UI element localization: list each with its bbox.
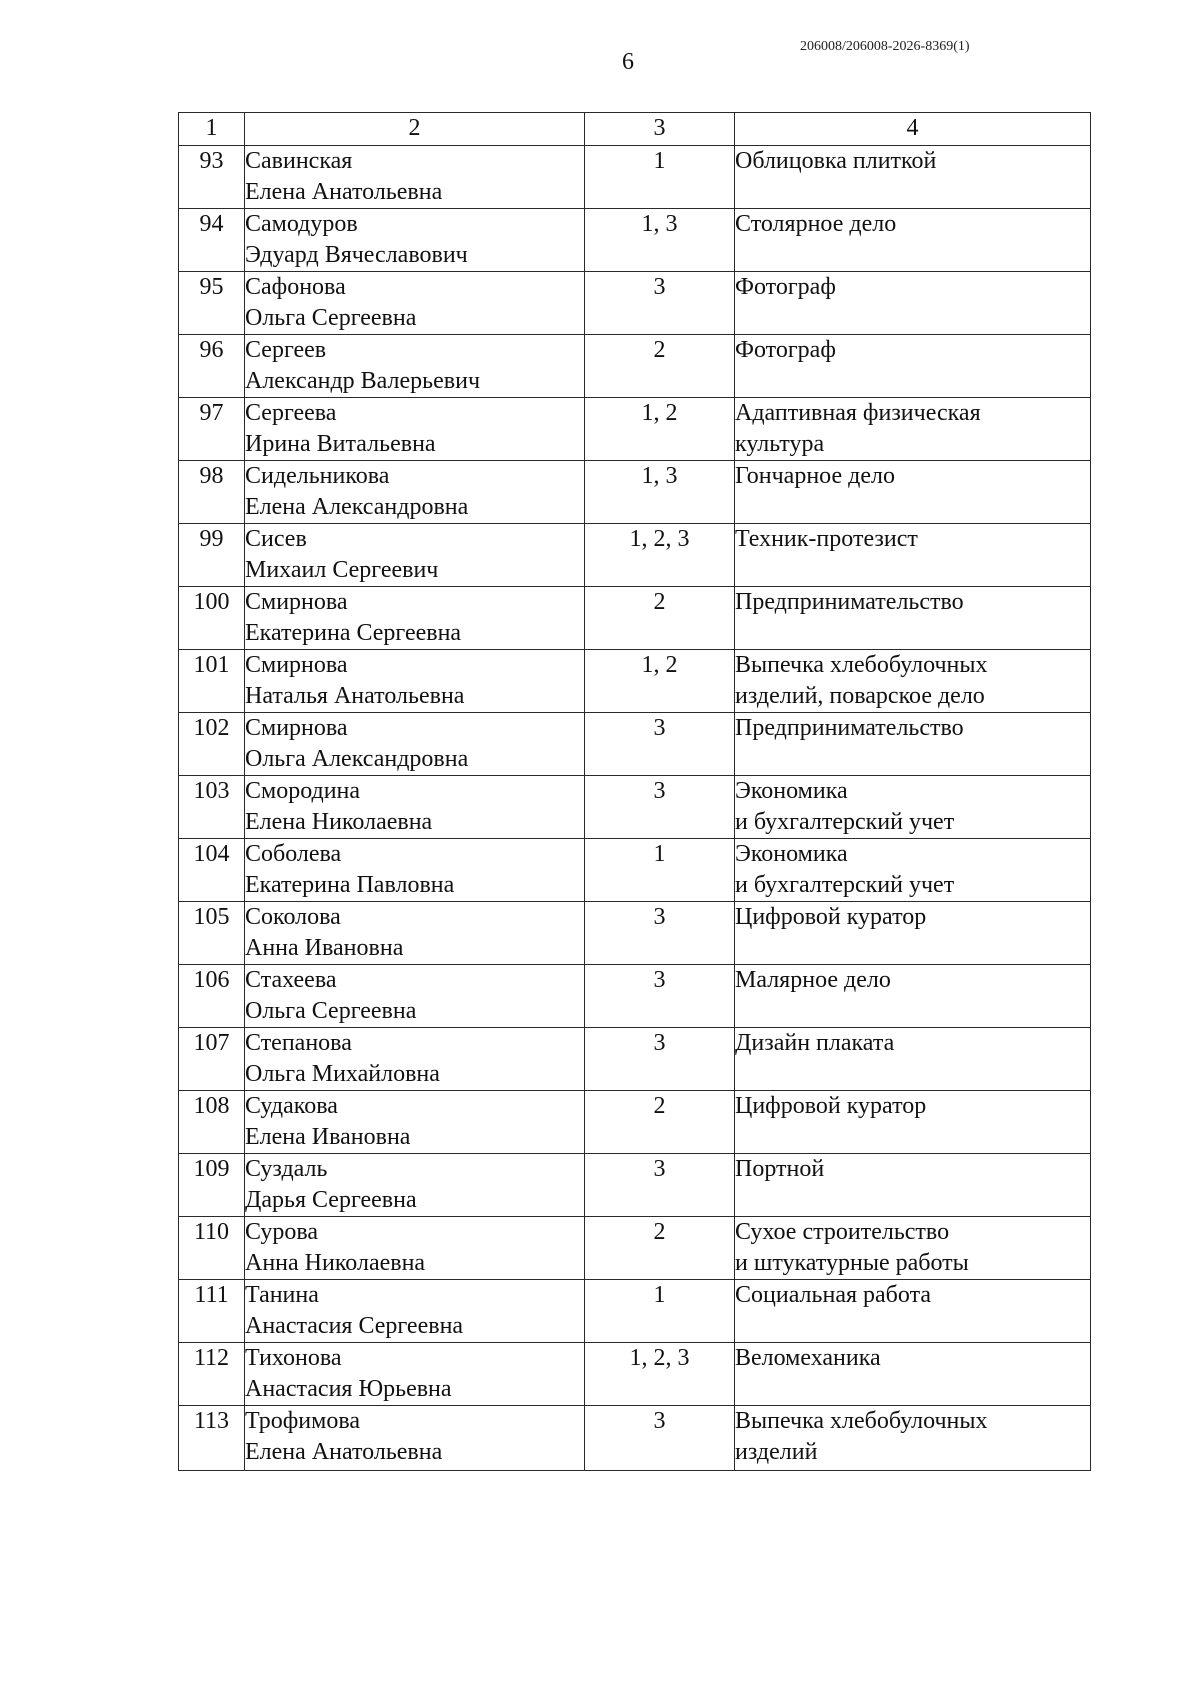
surname: Сисев — [245, 526, 307, 552]
full-name-cell — [245, 1280, 585, 1343]
table-row — [179, 398, 1091, 461]
row-number: 107 — [179, 1028, 245, 1091]
full-name-cell — [245, 272, 585, 335]
column-header-4: 4 — [735, 113, 1091, 146]
table-row — [179, 650, 1091, 713]
table-row — [179, 1406, 1091, 1471]
groups-cell: 3 — [585, 965, 735, 1028]
row-number: 109 — [179, 1154, 245, 1217]
specialty-cell — [735, 1406, 1091, 1471]
table-row — [179, 1217, 1091, 1280]
specialty-line-2: изделий — [735, 1439, 818, 1465]
full-name-cell — [245, 902, 585, 965]
specialty-line-1: Цифровой куратор — [735, 904, 927, 930]
table-row — [179, 839, 1091, 902]
specialty-cell — [735, 1028, 1091, 1091]
groups-cell: 1, 2 — [585, 650, 735, 713]
specialty-line-1: Веломеханика — [735, 1345, 881, 1371]
table-row — [179, 965, 1091, 1028]
specialty-line-1: Облицовка плиткой — [735, 148, 937, 174]
full-name-cell — [245, 587, 585, 650]
specialty-line-1: Выпечка хлебобулочных — [735, 1408, 988, 1434]
specialty-cell — [735, 713, 1091, 776]
specialty-line-1: Малярное дело — [735, 967, 891, 993]
full-name-cell — [245, 461, 585, 524]
full-name-cell — [245, 1406, 585, 1471]
surname: Сидельникова — [245, 463, 390, 489]
specialty-cell — [735, 902, 1091, 965]
surname: Смирнова — [245, 715, 348, 741]
given-names: Анна Николаевна — [245, 1250, 426, 1276]
surname: Судакова — [245, 1093, 338, 1119]
surname: Трофимова — [245, 1408, 360, 1434]
full-name-cell — [245, 146, 585, 209]
surname: Самодуров — [245, 211, 358, 237]
given-names: Ольга Александровна — [245, 746, 469, 772]
surname: Танина — [245, 1282, 319, 1308]
specialty-line-1: Техник-протезист — [735, 526, 918, 552]
given-names: Анна Ивановна — [245, 935, 404, 961]
groups-cell: 1 — [585, 1280, 735, 1343]
full-name-cell — [245, 839, 585, 902]
full-name-cell — [245, 650, 585, 713]
specialty-cell — [735, 1280, 1091, 1343]
specialty-line-2: культура — [735, 431, 825, 457]
row-number: 110 — [179, 1217, 245, 1280]
groups-cell: 1 — [585, 839, 735, 902]
given-names: Наталья Анатольевна — [245, 683, 465, 709]
specialty-line-1: Экономика — [735, 778, 848, 804]
specialty-line-1: Социальная работа — [735, 1282, 931, 1308]
specialty-cell — [735, 1343, 1091, 1406]
groups-cell: 3 — [585, 713, 735, 776]
specialty-line-1: Фотограф — [735, 337, 836, 363]
row-number: 94 — [179, 209, 245, 272]
surname: Соболева — [245, 841, 342, 867]
specialty-line-1: Цифровой куратор — [735, 1093, 927, 1119]
given-names: Ольга Сергеевна — [245, 998, 417, 1024]
specialty-line-1: Выпечка хлебобулочных — [735, 652, 988, 678]
surname: Тихонова — [245, 1345, 342, 1371]
groups-cell: 1, 2, 3 — [585, 1343, 735, 1406]
full-name-cell — [245, 1091, 585, 1154]
groups-cell: 1 — [585, 146, 735, 209]
column-header-1: 1 — [179, 113, 245, 146]
table-row — [179, 902, 1091, 965]
specialty-cell — [735, 461, 1091, 524]
table-row — [179, 524, 1091, 587]
row-number: 95 — [179, 272, 245, 335]
table-row — [179, 335, 1091, 398]
row-number: 104 — [179, 839, 245, 902]
table-row — [179, 1154, 1091, 1217]
full-name-cell — [245, 1028, 585, 1091]
row-number: 98 — [179, 461, 245, 524]
row-number: 106 — [179, 965, 245, 1028]
specialty-line-2: и штукатурные работы — [735, 1250, 969, 1276]
table-row — [179, 776, 1091, 839]
specialty-line-1: Предпринимательство — [735, 715, 964, 741]
surname: Сафонова — [245, 274, 346, 300]
full-name-cell — [245, 1343, 585, 1406]
table-row — [179, 713, 1091, 776]
row-number: 96 — [179, 335, 245, 398]
given-names: Елена Александровна — [245, 494, 469, 520]
surname: Смирнова — [245, 589, 348, 615]
full-name-cell — [245, 398, 585, 461]
column-header-3: 3 — [585, 113, 735, 146]
groups-cell: 3 — [585, 902, 735, 965]
given-names: Эдуард Вячеславович — [245, 242, 468, 268]
specialty-cell — [735, 776, 1091, 839]
row-number: 111 — [179, 1280, 245, 1343]
specialty-cell — [735, 965, 1091, 1028]
surname: Сурова — [245, 1219, 319, 1245]
table-row — [179, 146, 1091, 209]
specialty-line-1: Дизайн плаката — [735, 1030, 895, 1056]
table-row — [179, 1280, 1091, 1343]
surname: Суздаль — [245, 1156, 328, 1182]
specialty-line-1: Сухое строительство — [735, 1219, 950, 1245]
full-name-cell — [245, 713, 585, 776]
groups-cell: 3 — [585, 272, 735, 335]
specialty-cell — [735, 839, 1091, 902]
full-name-cell — [245, 965, 585, 1028]
specialty-cell — [735, 146, 1091, 209]
specialty-line-1: Портной — [735, 1156, 825, 1182]
full-name-cell — [245, 209, 585, 272]
groups-cell: 1, 2 — [585, 398, 735, 461]
given-names: Екатерина Павловна — [245, 872, 455, 898]
row-number: 93 — [179, 146, 245, 209]
row-number: 105 — [179, 902, 245, 965]
full-name-cell — [245, 776, 585, 839]
groups-cell: 2 — [585, 1091, 735, 1154]
given-names: Михаил Сергеевич — [245, 557, 439, 583]
groups-cell: 1, 3 — [585, 461, 735, 524]
surname: Савинская — [245, 148, 353, 174]
groups-cell: 2 — [585, 1217, 735, 1280]
full-name-cell — [245, 1154, 585, 1217]
full-name-cell — [245, 1217, 585, 1280]
row-number: 113 — [179, 1406, 245, 1471]
given-names: Екатерина Сергеевна — [245, 620, 462, 646]
specialty-cell — [735, 272, 1091, 335]
table-header-row — [179, 113, 1091, 146]
groups-cell: 3 — [585, 1154, 735, 1217]
specialty-line-1: Предпринимательство — [735, 589, 964, 615]
specialty-line-1: Гончарное дело — [735, 463, 895, 489]
specialty-cell — [735, 1154, 1091, 1217]
table-row — [179, 209, 1091, 272]
surname: Степанова — [245, 1030, 352, 1056]
given-names: Елена Анатольевна — [245, 179, 443, 205]
given-names: Дарья Сергеевна — [245, 1187, 417, 1213]
table-row — [179, 461, 1091, 524]
specialty-line-2: и бухгалтерский учет — [735, 872, 955, 898]
row-number: 112 — [179, 1343, 245, 1406]
table-row — [179, 1028, 1091, 1091]
row-number: 97 — [179, 398, 245, 461]
surname: Смородина — [245, 778, 361, 804]
row-number: 103 — [179, 776, 245, 839]
given-names: Ольга Сергеевна — [245, 305, 417, 331]
groups-cell: 3 — [585, 776, 735, 839]
groups-cell: 3 — [585, 1028, 735, 1091]
surname: Стахеева — [245, 967, 337, 993]
table-row — [179, 587, 1091, 650]
specialty-line-1: Столярное дело — [735, 211, 897, 237]
specialty-line-1: Экономика — [735, 841, 848, 867]
row-number: 99 — [179, 524, 245, 587]
row-number: 108 — [179, 1091, 245, 1154]
surname: Сергеев — [245, 337, 327, 363]
full-name-cell — [245, 524, 585, 587]
specialty-cell — [735, 1091, 1091, 1154]
specialty-line-1: Фотограф — [735, 274, 836, 300]
specialty-line-1: Адаптивная физическая — [735, 400, 981, 426]
groups-cell: 1, 2, 3 — [585, 524, 735, 587]
specialty-cell — [735, 335, 1091, 398]
document-code: 206008/206008-2026-8369(1) — [800, 39, 970, 54]
row-number: 100 — [179, 587, 245, 650]
given-names: Александр Валерьевич — [245, 368, 481, 394]
specialty-cell — [735, 650, 1091, 713]
full-name-cell — [245, 335, 585, 398]
surname: Смирнова — [245, 652, 348, 678]
given-names: Елена Анатольевна — [245, 1439, 443, 1465]
table-row — [179, 272, 1091, 335]
page-number: 6 — [622, 49, 634, 75]
groups-cell: 1, 3 — [585, 209, 735, 272]
given-names: Анастасия Сергеевна — [245, 1313, 464, 1339]
row-number: 101 — [179, 650, 245, 713]
specialty-cell — [735, 1217, 1091, 1280]
surname: Соколова — [245, 904, 341, 930]
specialty-cell — [735, 524, 1091, 587]
specialty-cell — [735, 587, 1091, 650]
given-names: Елена Николаевна — [245, 809, 433, 835]
table-row — [179, 1091, 1091, 1154]
given-names: Анастасия Юрьевна — [245, 1376, 452, 1402]
specialty-cell — [735, 398, 1091, 461]
surname: Сергеева — [245, 400, 337, 426]
specialty-line-2: и бухгалтерский учет — [735, 809, 955, 835]
specialty-line-2: изделий, поварское дело — [735, 683, 985, 709]
column-header-2: 2 — [245, 113, 585, 146]
given-names: Ольга Михайловна — [245, 1061, 440, 1087]
participants-table — [178, 112, 1091, 1471]
given-names: Елена Ивановна — [245, 1124, 411, 1150]
specialty-cell — [735, 209, 1091, 272]
row-number: 102 — [179, 713, 245, 776]
table-row — [179, 1343, 1091, 1406]
groups-cell: 2 — [585, 587, 735, 650]
groups-cell: 3 — [585, 1406, 735, 1471]
groups-cell: 2 — [585, 335, 735, 398]
given-names: Ирина Витальевна — [245, 431, 436, 457]
